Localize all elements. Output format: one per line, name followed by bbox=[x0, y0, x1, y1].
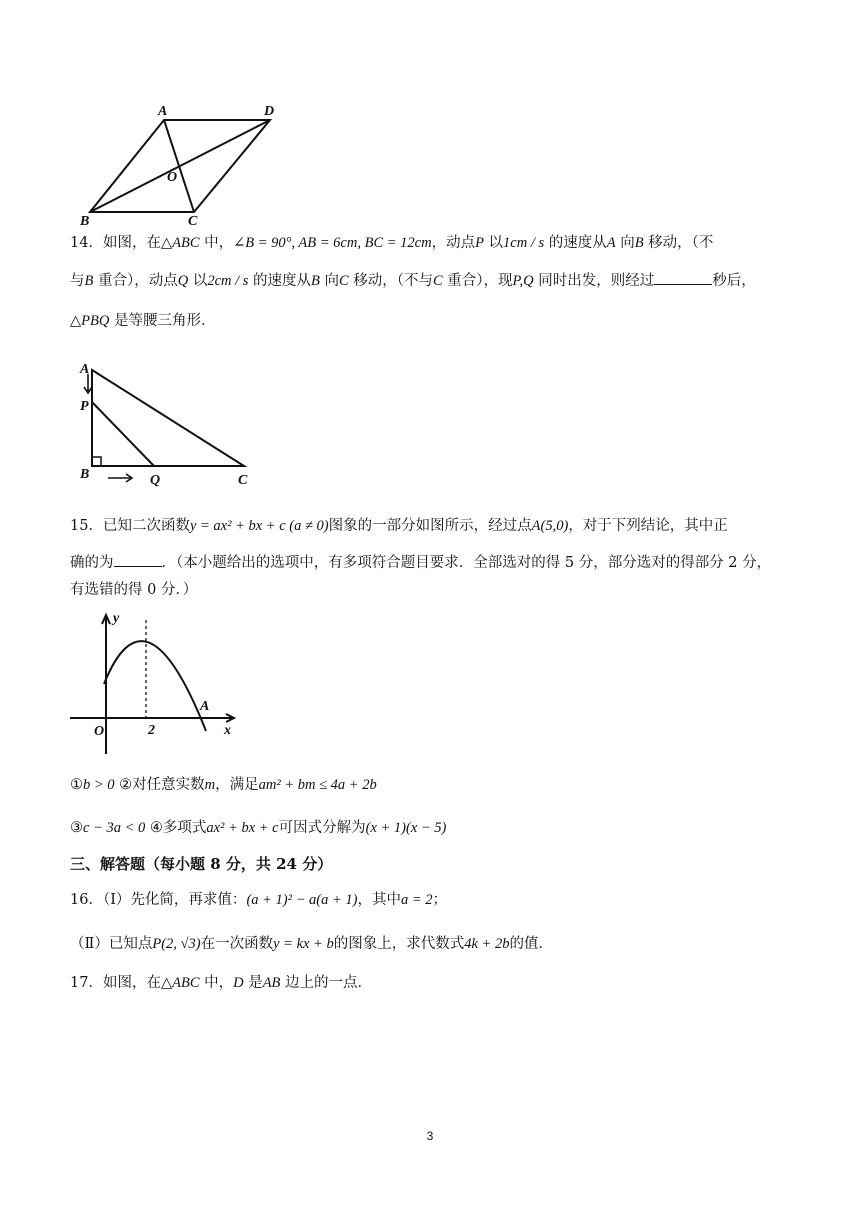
fig13-label-a: A bbox=[158, 104, 168, 119]
fig15-label-y: y bbox=[113, 611, 120, 626]
right-triangle-figure bbox=[74, 358, 264, 490]
q14-text: 重合），现 bbox=[442, 273, 513, 289]
q15-options-row1 bbox=[70, 775, 802, 795]
q15-option-4-factor: (x + 1)(x − 5) bbox=[365, 820, 447, 836]
q14-text: 的速度从 bbox=[248, 273, 312, 289]
q16-expression: (a + 1)² − a(a + 1) bbox=[246, 892, 358, 908]
q15-function: y = ax² + bx + c (a ≠ 0) bbox=[189, 518, 329, 534]
q17-number: 17． bbox=[70, 975, 103, 991]
fig13-label-b: B bbox=[80, 214, 90, 228]
fig14-label-p: P bbox=[80, 399, 89, 414]
q15-text: 确的为 bbox=[70, 555, 114, 571]
fig14-label-q: Q bbox=[150, 473, 161, 488]
q14-text: 的速度从 bbox=[544, 235, 607, 251]
q15-text: ，对于下列结论，其中正 bbox=[568, 518, 728, 534]
q14-text: 以 bbox=[483, 235, 504, 251]
q14-number: 14． bbox=[70, 235, 103, 251]
q17-text: 边上的一点． bbox=[280, 975, 373, 991]
q15-option-number: ④ bbox=[149, 820, 163, 836]
q16-part2 bbox=[70, 934, 802, 954]
q17-text: 是 bbox=[243, 975, 263, 991]
parabola-figure bbox=[66, 606, 246, 758]
page-number: 3 bbox=[426, 1129, 434, 1143]
q14-var: B bbox=[634, 235, 644, 251]
q15-text: 图象的一部分如图所示，经过点 bbox=[328, 518, 532, 534]
q15-answer-blank[interactable] bbox=[114, 552, 162, 567]
q14-var: C bbox=[338, 273, 349, 289]
q16-function: y = kx + b bbox=[273, 936, 334, 952]
q15-text: 有选错的得 0 分．） bbox=[70, 582, 198, 598]
q14-triangle: △ABC bbox=[160, 235, 200, 251]
q14-text: 以 bbox=[188, 273, 208, 289]
q15-option-number: ③ bbox=[70, 820, 83, 836]
q17-triangle: △ABC bbox=[160, 975, 200, 991]
q16-value: a = 2 bbox=[400, 892, 433, 908]
q15-option-2: am² + bm ≤ 4a + 2b bbox=[258, 777, 377, 793]
q15-number: 15． bbox=[70, 518, 103, 534]
fig14-label-a: A bbox=[80, 362, 90, 377]
fig13-label-c: C bbox=[188, 214, 198, 228]
q16-part1 bbox=[70, 890, 802, 910]
q14-text: 如图，在 bbox=[102, 235, 161, 251]
fig15-label-2: 2 bbox=[148, 723, 155, 738]
q14-var: Q bbox=[177, 273, 189, 289]
q15-option-number: ① bbox=[70, 777, 83, 793]
q14-text: 秒后， bbox=[712, 273, 756, 289]
parallelogram-figure bbox=[74, 98, 284, 228]
q14-line3 bbox=[70, 311, 802, 331]
fig13-label-o: O bbox=[167, 170, 178, 185]
q14-line1 bbox=[70, 233, 802, 253]
q16-point: P(2, √3) bbox=[152, 936, 201, 952]
q15-option-number: ② bbox=[119, 777, 133, 793]
fig14-label-c: C bbox=[238, 473, 248, 488]
q14-text: 是等腰三角形． bbox=[109, 313, 216, 329]
q14-var: B bbox=[84, 273, 94, 289]
fig15-label-o: O bbox=[94, 724, 105, 739]
q14-text: 向 bbox=[319, 273, 339, 289]
q17-text: 中， bbox=[199, 975, 234, 991]
q17-var: AB bbox=[262, 975, 281, 991]
q14-triangle: △PBQ bbox=[70, 313, 110, 329]
fig13-label-d: D bbox=[264, 104, 275, 119]
q15-options-row2 bbox=[70, 818, 802, 838]
q16-text: ； bbox=[432, 892, 447, 908]
q14-text: 同时出发，则经过 bbox=[533, 273, 655, 289]
q15-option-3: c − 3a < 0 bbox=[83, 820, 146, 836]
q14-speed: 1cm / s bbox=[503, 235, 545, 251]
q15-text: 已知二次函数 bbox=[102, 518, 190, 534]
q15-text: ．（本小题给出的选项中，有多项符合题目要求．全部选对的得 5 分，部分选对的得部分 2 分， bbox=[161, 555, 772, 571]
q14-text: 移动，（不与 bbox=[348, 273, 434, 289]
q16-number: 16． bbox=[70, 892, 103, 908]
q15-option-1: b > 0 bbox=[83, 777, 115, 793]
q14-text: 中， bbox=[199, 235, 234, 251]
q14-text: 重合），动点 bbox=[93, 273, 178, 289]
q16-text: 已知点 bbox=[108, 936, 153, 952]
q15-text: 对任意实数 bbox=[132, 777, 205, 793]
q16-part-tag: （Ⅰ） bbox=[102, 892, 131, 908]
fig14-label-b: B bbox=[80, 467, 90, 482]
q14-text: 与 bbox=[70, 273, 85, 289]
q15-text: ，满足 bbox=[215, 777, 259, 793]
q15-var: m bbox=[204, 777, 216, 793]
q17-var: D bbox=[233, 975, 244, 991]
q14-answer-blank[interactable] bbox=[654, 270, 712, 285]
q14-speed: 2cm / s bbox=[207, 273, 249, 289]
q15-line3 bbox=[70, 580, 802, 600]
q15-line2 bbox=[70, 552, 802, 573]
q14-var: C bbox=[433, 273, 443, 289]
q16-expression: 4k + 2b bbox=[464, 936, 510, 952]
q14-line2 bbox=[70, 270, 802, 291]
q16-text: ，其中 bbox=[357, 892, 401, 908]
q14-text: 向 bbox=[615, 235, 635, 251]
q14-text: 移动，（不 bbox=[643, 235, 714, 251]
q15-line1 bbox=[70, 516, 802, 536]
fig15-label-a: A bbox=[200, 699, 210, 714]
fig15-label-x: x bbox=[224, 723, 231, 738]
q17-text: 如图，在 bbox=[102, 975, 161, 991]
q14-var: A bbox=[606, 235, 616, 251]
q14-var: B bbox=[311, 273, 320, 289]
q14-text: ，动点 bbox=[431, 235, 476, 251]
q14-condition: ∠B = 90°, AB = 6cm, BC = 12cm bbox=[233, 235, 432, 251]
q17-line1 bbox=[70, 973, 802, 993]
q15-text: 多项式 bbox=[162, 820, 207, 836]
q16-text: 先化简，再求值： bbox=[130, 892, 247, 908]
q15-point: A(5,0) bbox=[531, 518, 569, 534]
section-heading: 三、解答题（每小题 8 分，共 24 分） bbox=[70, 855, 333, 873]
q16-text: 在一次函数 bbox=[200, 936, 274, 952]
q14-var: P,Q bbox=[512, 273, 534, 289]
q16-text: 的图象上，求代数式 bbox=[333, 936, 465, 952]
q16-part-tag: （Ⅱ） bbox=[70, 936, 109, 952]
q14-var: P bbox=[475, 235, 484, 251]
q16-text: 的值． bbox=[509, 936, 553, 952]
q15-text: 可因式分解为 bbox=[278, 820, 366, 836]
q15-option-4-expr: ax² + bx + c bbox=[206, 820, 279, 836]
